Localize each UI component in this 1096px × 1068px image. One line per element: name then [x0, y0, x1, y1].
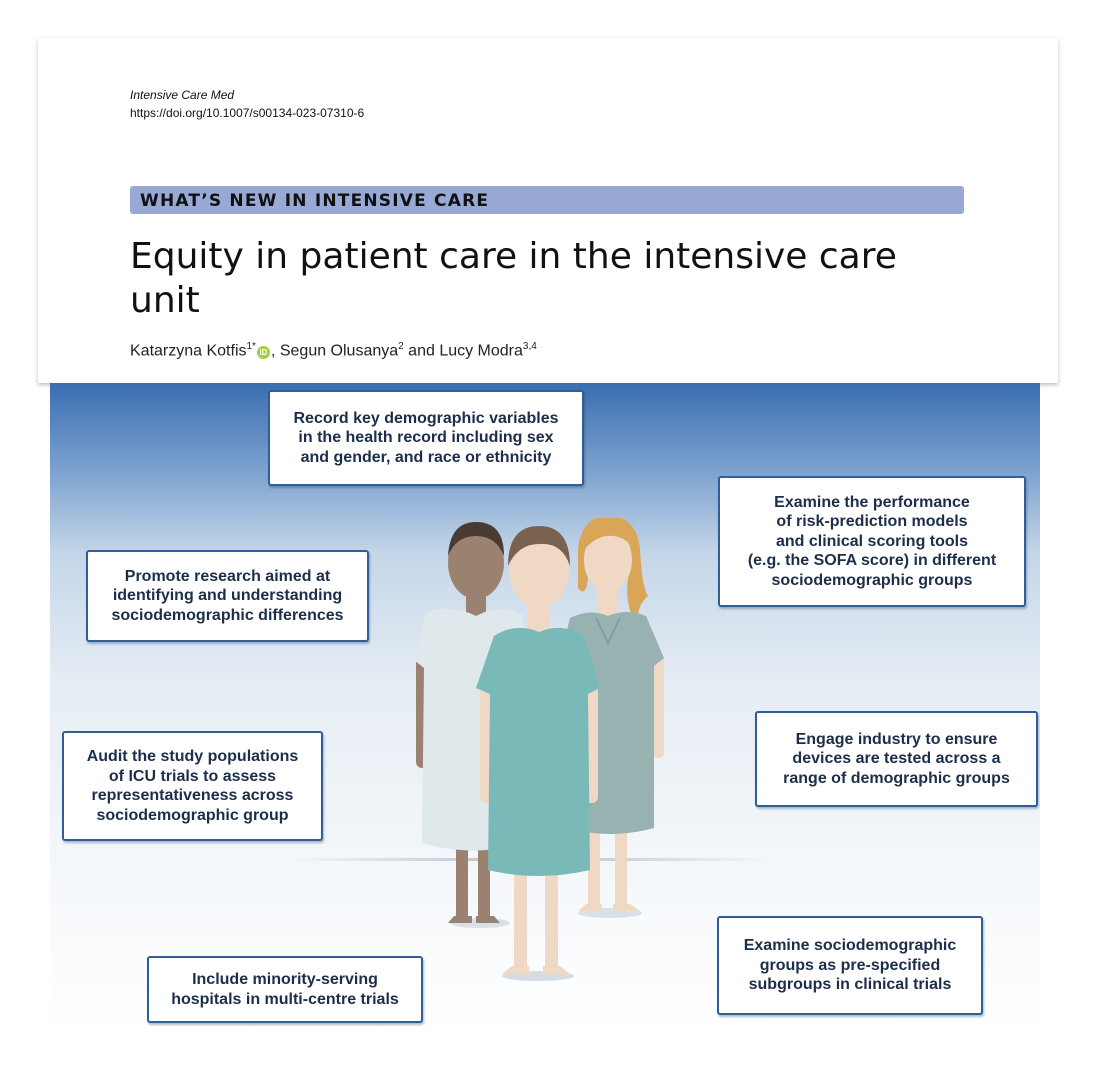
author-separator: ,: [270, 342, 280, 360]
box-promote-research: [86, 550, 369, 642]
orcid-icon[interactable]: iD: [257, 346, 270, 359]
box-text: Record key demographic variables in the health record including sex and gender, and race or ethnicity: [293, 409, 559, 466]
article-header: [38, 38, 1058, 383]
author-list: [130, 341, 537, 360]
journal-name: Intensive Care Med: [130, 88, 235, 102]
box-examine-models: [718, 476, 1026, 607]
author-affiliation: 2: [398, 341, 404, 352]
box-audit-populations: [62, 731, 323, 841]
author-affiliation: 1*: [246, 341, 256, 352]
author-separator: and: [403, 342, 440, 360]
box-text: Promote research aimed at identifying and understanding sociodemographic differences: [111, 567, 344, 624]
box-prespecified-subgroups: [717, 916, 983, 1015]
box-text: Audit the study populations of ICU trials to assess representativeness across sociodemographic group: [86, 748, 299, 824]
box-engage-industry: [755, 711, 1038, 807]
box-record-demographics: [268, 390, 584, 486]
patients-illustration: [410, 518, 670, 1018]
box-text: Examine sociodemographic groups as pre-specified subgroups in clinical trials: [743, 937, 957, 994]
box-minority-hospitals: [147, 956, 423, 1023]
author-name[interactable]: Lucy Modra: [439, 342, 523, 360]
section-banner: [130, 186, 964, 214]
box-text: Include minority-serving hospitals in multi-centre trials: [171, 971, 399, 1008]
box-text: Engage industry to ensure devices are tested across a range of demographic groups: [783, 730, 1010, 787]
article-title: Equity in patient care in the intensive care unit: [130, 236, 897, 321]
author-name[interactable]: Katarzyna Kotfis: [130, 342, 247, 360]
doi-link[interactable]: https://doi.org/10.1007/s00134-023-07310-6: [130, 106, 365, 120]
author-affiliation: 3,4: [522, 341, 537, 352]
author-name[interactable]: Segun Olusanya: [279, 342, 399, 360]
equity-infographic: [50, 383, 1040, 1035]
box-text: Examine the performance of risk-prediction models and clinical scoring tools (e.g. the SOFA score) in different sociodemographic groups: [747, 493, 997, 589]
section-label: WHAT’S NEW IN INTENSIVE CARE: [140, 191, 490, 211]
